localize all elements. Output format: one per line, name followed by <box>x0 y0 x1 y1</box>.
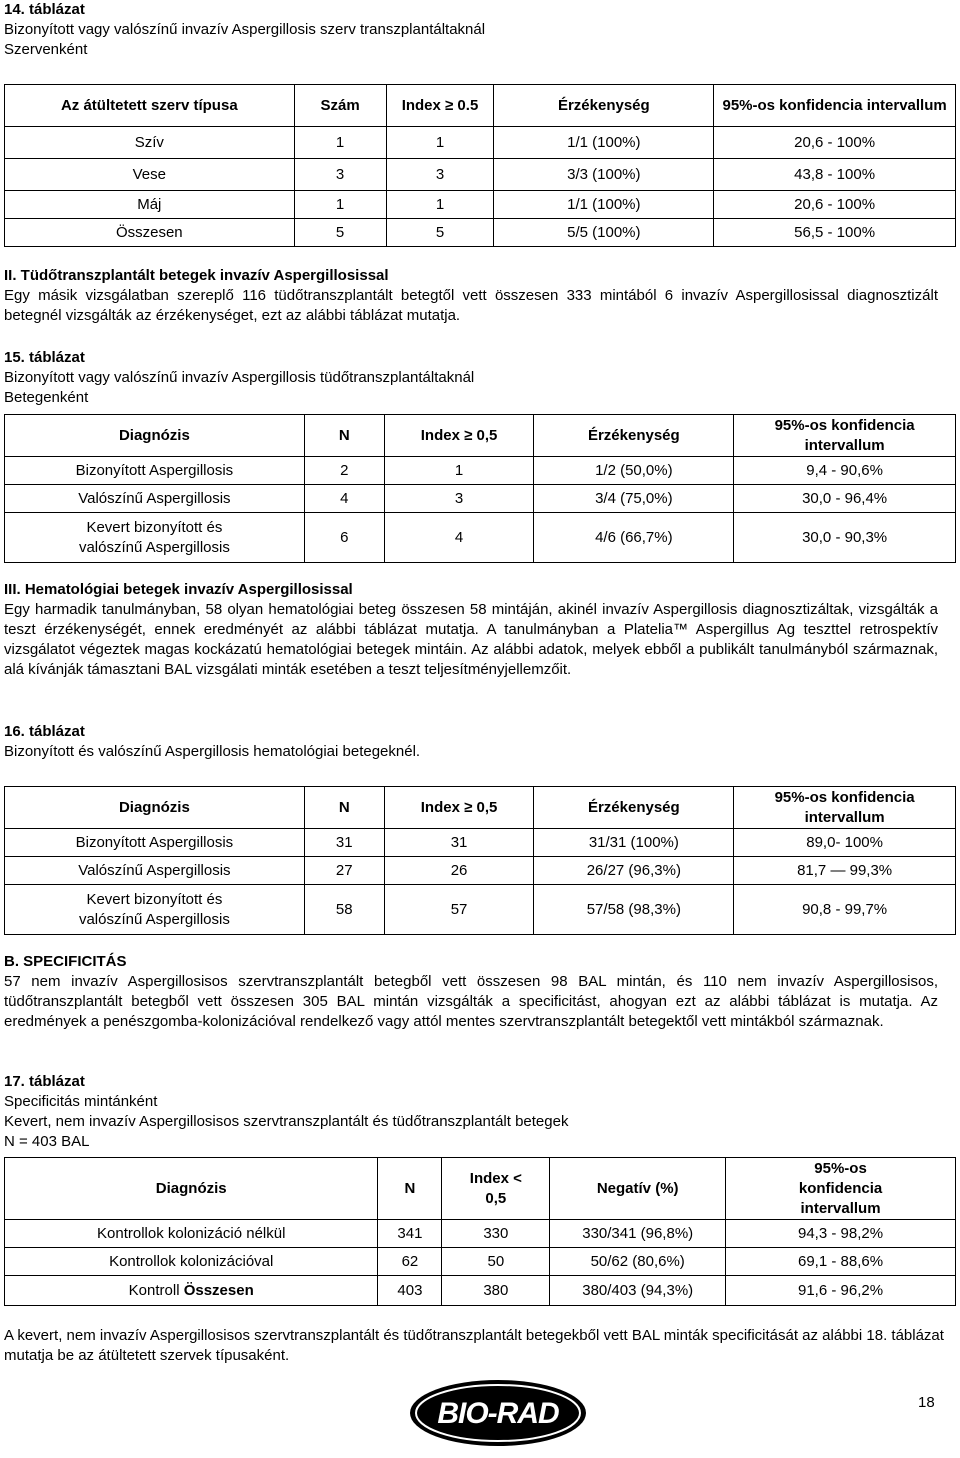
col-header: Index ≥ 0,5 <box>384 415 534 457</box>
table-header-row <box>5 787 956 829</box>
table-cell: Kevert bizonyított és valószínű Aspergillosis <box>5 885 305 935</box>
section-2-text: Egy másik vizsgálatban szereplő 116 tüdőtranszplantált betegtől vett összesen 333 mintából 6 invazív Aspergillosissal diagnosztizált betegnél vizsgálták az érzékenységet, ezt az alábbi táblázat mutatja. <box>4 287 938 324</box>
table-cell: 3/4 (75,0%) <box>534 485 734 513</box>
table-row <box>5 191 956 219</box>
table-14 <box>4 84 956 247</box>
table-cell: 5 <box>386 219 494 247</box>
table-cell: Kontrollok kolonizáció nélkül <box>5 1220 378 1248</box>
table-row <box>5 829 956 857</box>
table-cell: Vese <box>5 159 295 191</box>
table-cell: 26 <box>384 857 534 885</box>
table-cell: 58 <box>304 885 384 935</box>
col-header: Szám <box>294 85 386 127</box>
table-cell <box>5 1276 378 1306</box>
table-cell: 3 <box>384 485 534 513</box>
table-cell: Máj <box>5 191 295 219</box>
col-header: Diagnózis <box>5 415 305 457</box>
table-row <box>5 159 956 191</box>
table-header-row <box>5 1158 956 1220</box>
table-cell: 3 <box>386 159 494 191</box>
table-cell: 1 <box>294 191 386 219</box>
col-header: Érzékenység <box>494 85 714 127</box>
col-header: Diagnózis <box>5 787 305 829</box>
table-cell: 30,0 - 96,4% <box>734 485 956 513</box>
col-header: Érzékenység <box>534 787 734 829</box>
table-cell: 6 <box>304 513 384 563</box>
table-cell: 31 <box>304 829 384 857</box>
table-cell: 1 <box>386 191 494 219</box>
table-row <box>5 857 956 885</box>
table-header-row <box>5 415 956 457</box>
table-cell: 94,3 - 98,2% <box>726 1220 956 1248</box>
table-row <box>5 127 956 159</box>
table-16-title: Bizonyított és valószínű Aspergillosis hematológiai betegeknél. <box>4 743 421 760</box>
table-17-n: N = 403 BAL <box>4 1133 90 1150</box>
table-cell: 27 <box>304 857 384 885</box>
table-cell: 1 <box>294 127 386 159</box>
table-cell: 50 <box>442 1248 550 1276</box>
table-row-total <box>5 1276 956 1306</box>
table-cell: 1/1 (100%) <box>494 127 714 159</box>
table-cell: 31/31 (100%) <box>534 829 734 857</box>
col-header: N <box>304 415 384 457</box>
bio-rad-logo <box>408 1378 588 1448</box>
table-cell: 1/1 (100%) <box>494 191 714 219</box>
section-2-heading: II. Tüdőtranszplantált betegek invazív Aspergillosissal <box>4 267 389 284</box>
col-header: Az átültetett szerv típusa <box>5 85 295 127</box>
table-14-subtitle: Szervenként <box>4 41 88 58</box>
table-row <box>5 513 956 563</box>
table-cell: 341 <box>378 1220 442 1248</box>
total-label: Kontroll <box>128 1281 180 1299</box>
table-cell: 43,8 - 100% <box>714 159 956 191</box>
table-cell: 2 <box>304 457 384 485</box>
col-header: Érzékenység <box>534 415 734 457</box>
table-cell: Bizonyított Aspergillosis <box>5 829 305 857</box>
table-cell: 20,6 - 100% <box>714 191 956 219</box>
table-cell: 403 <box>378 1276 442 1306</box>
col-header: Index ≥ 0.5 <box>386 85 494 127</box>
col-header: 95%-os konfidencia intervallum <box>734 415 956 457</box>
table-14-title: Bizonyított vagy valószínű invazív Aspergillosis szerv transzplantáltaknál <box>4 21 486 38</box>
table-cell: 3 <box>294 159 386 191</box>
table-cell: 91,6 - 96,2% <box>726 1276 956 1306</box>
table-15-title: Bizonyított vagy valószínű invazív Aspergillosis tüdőtranszplantáltaknál <box>4 369 475 386</box>
table-cell: 4 <box>384 513 534 563</box>
section-b-text: 57 nem invazív Aspergillosisos szervtranszplantált betegből vett összesen 98 BAL mintán, és 110 nem invazív Aspergillosisos, tüdőtranszplantált betegből vett összesen 305 BAL mintán vizsgálták a specificitást, ahogyan ezt az alábbi táblázat is mutatja. Az eredmények a penészgomba-kolonizációval rendelkező vagy attól mentes szervtranszplantált betegektől vett mintákból származnak. <box>4 973 938 1030</box>
table-17-subtitle: Kevert, nem invazív Aspergillosisos szervtranszplantált és tüdőtranszplantált betegek <box>4 1113 569 1130</box>
table-cell: Kevert bizonyított és valószínű Aspergillosis <box>5 513 305 563</box>
table-cell: 57 <box>384 885 534 935</box>
table-cell: 9,4 - 90,6% <box>734 457 956 485</box>
section-b-heading: B. SPECIFICITÁS <box>4 953 127 970</box>
table-cell: 31 <box>384 829 534 857</box>
table-cell: 57/58 (98,3%) <box>534 885 734 935</box>
table-cell: 330/341 (96,8%) <box>550 1220 726 1248</box>
table-17-caption: 17. táblázat <box>4 1073 85 1090</box>
col-header: Index < 0,5 <box>442 1158 550 1220</box>
table-cell: 90,8 - 99,7% <box>734 885 956 935</box>
table-cell: 1 <box>386 127 494 159</box>
table-cell: 69,1 - 88,6% <box>726 1248 956 1276</box>
table-17 <box>4 1157 956 1306</box>
table-cell: 26/27 (96,3%) <box>534 857 734 885</box>
table-cell: 5/5 (100%) <box>494 219 714 247</box>
table-cell: Bizonyított Aspergillosis <box>5 457 305 485</box>
table-cell: Szív <box>5 127 295 159</box>
table-cell: 3/3 (100%) <box>494 159 714 191</box>
page-number: 18 <box>918 1394 935 1411</box>
bio-rad-logo-icon <box>408 1378 588 1448</box>
table-cell: 56,5 - 100% <box>714 219 956 247</box>
table-cell: 4/6 (66,7%) <box>534 513 734 563</box>
table-cell: 81,7 — 99,3% <box>734 857 956 885</box>
table-cell: 4 <box>304 485 384 513</box>
section-3-heading: III. Hematológiai betegek invazív Aspergillosissal <box>4 581 353 598</box>
table-row <box>5 485 956 513</box>
col-header: 95%-os konfidencia intervallum <box>714 85 956 127</box>
closing-text: A kevert, nem invazív Aspergillosisos szervtranszplantált és tüdőtranszplantált betegekből vett BAL minták specificitását az alábbi 18. táblázat mutatja be az átültetett szervek típusaként. <box>4 1327 944 1364</box>
table-cell: 30,0 - 90,3% <box>734 513 956 563</box>
table-cell: 1/2 (50,0%) <box>534 457 734 485</box>
table-cell: Valószínű Aspergillosis <box>5 485 305 513</box>
table-17-title: Specificitás mintánként <box>4 1093 158 1110</box>
table-15 <box>4 414 956 563</box>
table-row <box>5 1248 956 1276</box>
table-cell: 5 <box>294 219 386 247</box>
table-cell: Kontrollok kolonizációval <box>5 1248 378 1276</box>
table-header-row <box>5 85 956 127</box>
table-cell: 380/403 (94,3%) <box>550 1276 726 1306</box>
table-cell: 89,0- 100% <box>734 829 956 857</box>
col-header: 95%-os konfidencia intervallum <box>726 1158 956 1220</box>
total-label-bold: Összesen <box>183 1281 254 1299</box>
table-cell: 1 <box>384 457 534 485</box>
table-16-caption: 16. táblázat <box>4 723 85 740</box>
table-cell: Összesen <box>5 219 295 247</box>
table-cell: 330 <box>442 1220 550 1248</box>
table-15-caption: 15. táblázat <box>4 349 85 366</box>
col-header: 95%-os konfidencia intervallum <box>734 787 956 829</box>
table-cell: 50/62 (80,6%) <box>550 1248 726 1276</box>
table-row <box>5 885 956 935</box>
col-header: Index ≥ 0,5 <box>384 787 534 829</box>
table-cell: 20,6 - 100% <box>714 127 956 159</box>
table-row <box>5 457 956 485</box>
table-row <box>5 219 956 247</box>
table-cell: 380 <box>442 1276 550 1306</box>
table-cell: Valószínű Aspergillosis <box>5 857 305 885</box>
table-15-subtitle: Betegenként <box>4 389 89 406</box>
table-16 <box>4 786 956 935</box>
section-3-text: Egy harmadik tanulmányban, 58 olyan hematológiai beteg összesen 58 mintáján, akinél invazív Aspergillosis diagnosztizáltak, vizsgálták a teszt érzékenységét, ennek eredményét az alábbi táblázat mutatja. A tanulmányban a Platelia™ Aspergillus Ag teszttel retrospektív vizsgálatot végeztek magas kockázatú hematológiai betegek mintáin. Az alábbi adatok, melyek ebből a publikált tanulmányból származnak, alá kívánják támasztani BAL vizsgálati minták esetében a teszt teljesítményjellemzőit. <box>4 601 938 678</box>
table-14-caption: 14. táblázat <box>4 1 85 18</box>
col-header: N <box>304 787 384 829</box>
col-header: Diagnózis <box>5 1158 378 1220</box>
logo-text: BIO-RAD <box>437 1397 559 1430</box>
col-header: Negatív (%) <box>550 1158 726 1220</box>
table-cell: 62 <box>378 1248 442 1276</box>
table-row <box>5 1220 956 1248</box>
col-header: N <box>378 1158 442 1220</box>
